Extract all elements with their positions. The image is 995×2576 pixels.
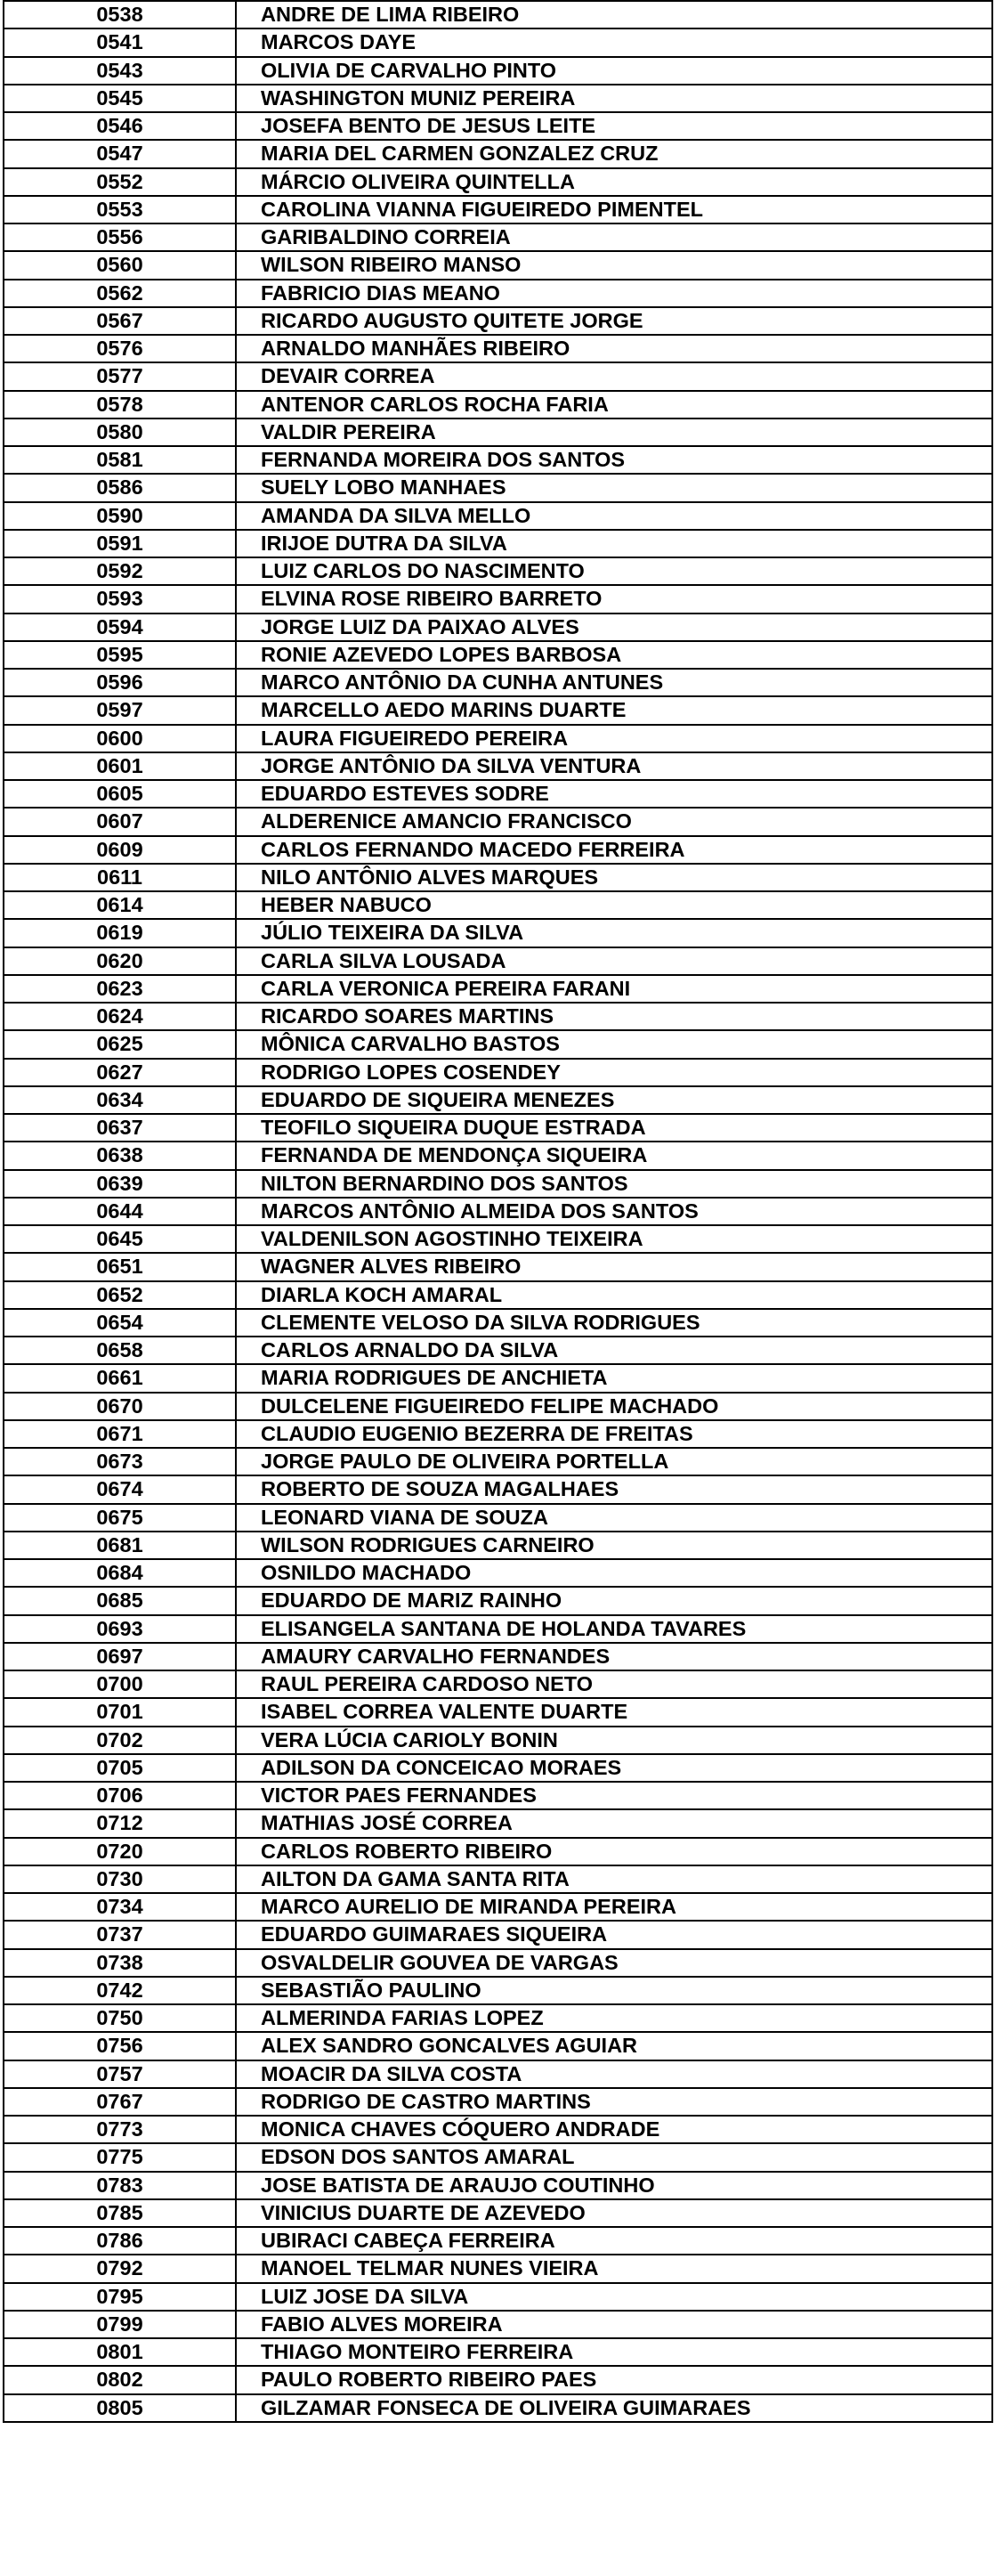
member-name: OSNILDO MACHADO bbox=[236, 1559, 992, 1587]
member-name: THIAGO MONTEIRO FERREIRA bbox=[236, 2338, 992, 2366]
member-name: EDUARDO DE SIQUEIRA MENEZES bbox=[236, 1086, 992, 1114]
member-name: LUIZ CARLOS DO NASCIMENTO bbox=[236, 557, 992, 585]
member-name: JOSEFA BENTO DE JESUS LEITE bbox=[236, 112, 992, 140]
member-name: MARCOS DAYE bbox=[236, 28, 992, 56]
table-row bbox=[4, 1504, 992, 1532]
member-code: 0674 bbox=[4, 1475, 236, 1503]
member-name: AMANDA DA SILVA MELLO bbox=[236, 502, 992, 530]
member-code: 0637 bbox=[4, 1114, 236, 1142]
member-code: 0620 bbox=[4, 947, 236, 975]
member-code: 0543 bbox=[4, 57, 236, 85]
member-code: 0799 bbox=[4, 2311, 236, 2338]
member-name: LEONARD VIANA DE SOUZA bbox=[236, 1504, 992, 1532]
member-code: 0601 bbox=[4, 752, 236, 780]
table-row bbox=[4, 1170, 992, 1198]
member-name: ANTENOR CARLOS ROCHA FARIA bbox=[236, 391, 992, 418]
member-name: EDSON DOS SANTOS AMARAL bbox=[236, 2143, 992, 2171]
member-code: 0738 bbox=[4, 1949, 236, 1977]
table-row bbox=[4, 585, 992, 613]
member-code: 0547 bbox=[4, 140, 236, 167]
table-row bbox=[4, 1281, 992, 1309]
table-row bbox=[4, 1448, 992, 1475]
member-name: RONIE AZEVEDO LOPES BARBOSA bbox=[236, 641, 992, 669]
member-code: 0577 bbox=[4, 362, 236, 390]
member-name: ISABEL CORREA VALENTE DUARTE bbox=[236, 1698, 992, 1726]
table-row bbox=[4, 280, 992, 307]
table-row bbox=[4, 2227, 992, 2255]
member-name: TEOFILO SIQUEIRA DUQUE ESTRADA bbox=[236, 1114, 992, 1142]
member-code: 0590 bbox=[4, 502, 236, 530]
table-row bbox=[4, 28, 992, 56]
table-row bbox=[4, 1, 992, 28]
member-code: 0757 bbox=[4, 2060, 236, 2088]
table-row bbox=[4, 557, 992, 585]
table-row bbox=[4, 1309, 992, 1337]
member-name: FERNANDA DE MENDONÇA SIQUEIRA bbox=[236, 1142, 992, 1169]
member-name: PAULO ROBERTO RIBEIRO PAES bbox=[236, 2366, 992, 2393]
member-name: ADILSON DA CONCEICAO MORAES bbox=[236, 1754, 992, 1782]
table-row bbox=[4, 808, 992, 835]
table-row bbox=[4, 2394, 992, 2422]
member-code: 0594 bbox=[4, 614, 236, 641]
member-code: 0592 bbox=[4, 557, 236, 585]
member-name: CARLOS FERNANDO MACEDO FERREIRA bbox=[236, 836, 992, 864]
member-name: OLIVIA DE CARVALHO PINTO bbox=[236, 57, 992, 85]
table-row bbox=[4, 1670, 992, 1698]
member-code: 0661 bbox=[4, 1364, 236, 1392]
member-code: 0619 bbox=[4, 919, 236, 947]
table-row bbox=[4, 307, 992, 335]
member-name: RODRIGO LOPES COSENDEY bbox=[236, 1059, 992, 1086]
member-name: VALDENILSON AGOSTINHO TEIXEIRA bbox=[236, 1225, 992, 1253]
member-name: HEBER NABUCO bbox=[236, 891, 992, 919]
member-name: JORGE LUIZ DA PAIXAO ALVES bbox=[236, 614, 992, 641]
member-code: 0670 bbox=[4, 1393, 236, 1420]
member-code: 0730 bbox=[4, 1865, 236, 1893]
table-row bbox=[4, 502, 992, 530]
member-name: JORGE PAULO DE OLIVEIRA PORTELLA bbox=[236, 1448, 992, 1475]
member-name: AMAURY CARVALHO FERNANDES bbox=[236, 1643, 992, 1670]
table-row bbox=[4, 1030, 992, 1058]
table-row bbox=[4, 1782, 992, 1809]
member-code: 0737 bbox=[4, 1921, 236, 1948]
member-code: 0675 bbox=[4, 1504, 236, 1532]
member-name: VERA LÚCIA CARIOLY BONIN bbox=[236, 1727, 992, 1754]
member-name: DULCELENE FIGUEIREDO FELIPE MACHADO bbox=[236, 1393, 992, 1420]
table-row bbox=[4, 391, 992, 418]
member-code: 0605 bbox=[4, 780, 236, 808]
member-code: 0767 bbox=[4, 2088, 236, 2116]
member-code: 0541 bbox=[4, 28, 236, 56]
member-code: 0644 bbox=[4, 1198, 236, 1225]
member-name: ROBERTO DE SOUZA MAGALHAES bbox=[236, 1475, 992, 1503]
member-code: 0720 bbox=[4, 1838, 236, 1865]
member-code: 0638 bbox=[4, 1142, 236, 1169]
member-name: JOSE BATISTA DE ARAUJO COUTINHO bbox=[236, 2172, 992, 2199]
member-name: AILTON DA GAMA SANTA RITA bbox=[236, 1865, 992, 1893]
member-name: MARIA DEL CARMEN GONZALEZ CRUZ bbox=[236, 140, 992, 167]
member-name: ARNALDO MANHÃES RIBEIRO bbox=[236, 335, 992, 362]
table-row bbox=[4, 696, 992, 724]
member-code: 0597 bbox=[4, 696, 236, 724]
table-row bbox=[4, 1865, 992, 1893]
table-row bbox=[4, 85, 992, 112]
member-code: 0627 bbox=[4, 1059, 236, 1086]
member-code: 0652 bbox=[4, 1281, 236, 1309]
member-code: 0693 bbox=[4, 1615, 236, 1643]
member-code: 0805 bbox=[4, 2394, 236, 2422]
member-name: DEVAIR CORREA bbox=[236, 362, 992, 390]
table-row bbox=[4, 1698, 992, 1726]
table-row bbox=[4, 57, 992, 85]
member-code: 0795 bbox=[4, 2283, 236, 2311]
table-row bbox=[4, 919, 992, 947]
member-name: LUIZ JOSE DA SILVA bbox=[236, 2283, 992, 2311]
table-row bbox=[4, 1198, 992, 1225]
member-name: ELVINA ROSE RIBEIRO BARRETO bbox=[236, 585, 992, 613]
member-name: MATHIAS JOSÉ CORREA bbox=[236, 1809, 992, 1837]
member-code: 0567 bbox=[4, 307, 236, 335]
member-code: 0614 bbox=[4, 891, 236, 919]
table-row bbox=[4, 530, 992, 557]
member-name: JORGE ANTÔNIO DA SILVA VENTURA bbox=[236, 752, 992, 780]
member-code: 0658 bbox=[4, 1337, 236, 1364]
member-code: 0580 bbox=[4, 418, 236, 446]
member-name: MÁRCIO OLIVEIRA QUINTELLA bbox=[236, 168, 992, 196]
table-row bbox=[4, 1727, 992, 1754]
member-code: 0607 bbox=[4, 808, 236, 835]
member-name: MOACIR DA SILVA COSTA bbox=[236, 2060, 992, 2088]
table-row bbox=[4, 2116, 992, 2143]
table-row bbox=[4, 1893, 992, 1921]
table-row bbox=[4, 1977, 992, 2004]
member-name: NILO ANTÔNIO ALVES MARQUES bbox=[236, 864, 992, 891]
member-code: 0576 bbox=[4, 335, 236, 362]
table-row bbox=[4, 1921, 992, 1948]
member-name: NILTON BERNARDINO DOS SANTOS bbox=[236, 1170, 992, 1198]
member-name: WILSON RIBEIRO MANSO bbox=[236, 251, 992, 279]
member-name: UBIRACI CABEÇA FERREIRA bbox=[236, 2227, 992, 2255]
member-code: 0773 bbox=[4, 2116, 236, 2143]
member-name: VINICIUS DUARTE DE AZEVEDO bbox=[236, 2199, 992, 2227]
member-code: 0681 bbox=[4, 1532, 236, 1559]
table-row bbox=[4, 1559, 992, 1587]
member-name: RODRIGO DE CASTRO MARTINS bbox=[236, 2088, 992, 2116]
member-code: 0553 bbox=[4, 196, 236, 223]
member-code: 0775 bbox=[4, 2143, 236, 2171]
table-row bbox=[4, 1420, 992, 1448]
member-code: 0673 bbox=[4, 1448, 236, 1475]
member-code: 0578 bbox=[4, 391, 236, 418]
table-row bbox=[4, 446, 992, 474]
member-code: 0596 bbox=[4, 669, 236, 696]
table-row bbox=[4, 1949, 992, 1977]
member-code: 0609 bbox=[4, 836, 236, 864]
member-name: CLAUDIO EUGENIO BEZERRA DE FREITAS bbox=[236, 1420, 992, 1448]
member-code: 0634 bbox=[4, 1086, 236, 1114]
member-code: 0560 bbox=[4, 251, 236, 279]
member-code: 0785 bbox=[4, 2199, 236, 2227]
member-code: 0705 bbox=[4, 1754, 236, 1782]
table-row bbox=[4, 891, 992, 919]
table-row bbox=[4, 641, 992, 669]
member-code: 0546 bbox=[4, 112, 236, 140]
member-name: FABRICIO DIAS MEANO bbox=[236, 280, 992, 307]
member-code: 0654 bbox=[4, 1309, 236, 1337]
member-code: 0595 bbox=[4, 641, 236, 669]
member-name: FERNANDA MOREIRA DOS SANTOS bbox=[236, 446, 992, 474]
member-name: GILZAMAR FONSECA DE OLIVEIRA GUIMARAES bbox=[236, 2394, 992, 2422]
table-row bbox=[4, 2283, 992, 2311]
member-name: SUELY LOBO MANHAES bbox=[236, 474, 992, 501]
table-row bbox=[4, 1364, 992, 1392]
table-row bbox=[4, 1059, 992, 1086]
table-row bbox=[4, 168, 992, 196]
table-row bbox=[4, 2143, 992, 2171]
table-row bbox=[4, 1337, 992, 1364]
table-row bbox=[4, 947, 992, 975]
member-name: RICARDO AUGUSTO QUITETE JORGE bbox=[236, 307, 992, 335]
member-code: 0538 bbox=[4, 1, 236, 28]
member-code: 0552 bbox=[4, 168, 236, 196]
member-name: CARLA VERONICA PEREIRA FARANI bbox=[236, 975, 992, 1003]
table-row bbox=[4, 418, 992, 446]
member-code: 0712 bbox=[4, 1809, 236, 1837]
member-code: 0801 bbox=[4, 2338, 236, 2366]
table-row bbox=[4, 1615, 992, 1643]
table-row bbox=[4, 474, 992, 501]
table-row bbox=[4, 1086, 992, 1114]
member-name: CAROLINA VIANNA FIGUEIREDO PIMENTEL bbox=[236, 196, 992, 223]
member-code: 0625 bbox=[4, 1030, 236, 1058]
table-row bbox=[4, 112, 992, 140]
member-code: 0562 bbox=[4, 280, 236, 307]
member-name: CLEMENTE VELOSO DA SILVA RODRIGUES bbox=[236, 1309, 992, 1337]
member-name: LAURA FIGUEIREDO PEREIRA bbox=[236, 725, 992, 752]
member-code: 0645 bbox=[4, 1225, 236, 1253]
member-name: MARCO ANTÔNIO DA CUNHA ANTUNES bbox=[236, 669, 992, 696]
table-row bbox=[4, 362, 992, 390]
member-code: 0706 bbox=[4, 1782, 236, 1809]
member-code: 0750 bbox=[4, 2004, 236, 2032]
table-row bbox=[4, 251, 992, 279]
member-name: WILSON RODRIGUES CARNEIRO bbox=[236, 1532, 992, 1559]
table-row bbox=[4, 1587, 992, 1614]
table-row bbox=[4, 1532, 992, 1559]
member-name: ELISANGELA SANTANA DE HOLANDA TAVARES bbox=[236, 1615, 992, 1643]
member-name: EDUARDO DE MARIZ RAINHO bbox=[236, 1587, 992, 1614]
table-row bbox=[4, 2311, 992, 2338]
table-row bbox=[4, 223, 992, 251]
table-row bbox=[4, 1393, 992, 1420]
member-name: MÔNICA CARVALHO BASTOS bbox=[236, 1030, 992, 1058]
member-code: 0697 bbox=[4, 1643, 236, 1670]
member-code: 0671 bbox=[4, 1420, 236, 1448]
member-code: 0700 bbox=[4, 1670, 236, 1698]
member-name: EDUARDO GUIMARAES SIQUEIRA bbox=[236, 1921, 992, 1948]
member-name: MANOEL TELMAR NUNES VIEIRA bbox=[236, 2255, 992, 2282]
member-code: 0734 bbox=[4, 1893, 236, 1921]
table-row bbox=[4, 1754, 992, 1782]
member-name: RICARDO SOARES MARTINS bbox=[236, 1003, 992, 1030]
table-row bbox=[4, 1809, 992, 1837]
member-code: 0651 bbox=[4, 1253, 236, 1280]
member-code: 0786 bbox=[4, 2227, 236, 2255]
member-code: 0685 bbox=[4, 1587, 236, 1614]
member-code: 0556 bbox=[4, 223, 236, 251]
member-table bbox=[3, 0, 993, 2423]
member-code: 0581 bbox=[4, 446, 236, 474]
member-name: CARLOS ROBERTO RIBEIRO bbox=[236, 1838, 992, 1865]
member-name: MARCOS ANTÔNIO ALMEIDA DOS SANTOS bbox=[236, 1198, 992, 1225]
table-row bbox=[4, 836, 992, 864]
table-row bbox=[4, 669, 992, 696]
member-name: DIARLA KOCH AMARAL bbox=[236, 1281, 992, 1309]
member-code: 0611 bbox=[4, 864, 236, 891]
table-row bbox=[4, 2338, 992, 2366]
table-row bbox=[4, 1475, 992, 1503]
member-name: WAGNER ALVES RIBEIRO bbox=[236, 1253, 992, 1280]
member-name: ALEX SANDRO GONCALVES AGUIAR bbox=[236, 2032, 992, 2060]
member-code: 0545 bbox=[4, 85, 236, 112]
table-row bbox=[4, 614, 992, 641]
table-row bbox=[4, 780, 992, 808]
member-name: SEBASTIÃO PAULINO bbox=[236, 1977, 992, 2004]
table-row bbox=[4, 864, 992, 891]
member-name: OSVALDELIR GOUVEA DE VARGAS bbox=[236, 1949, 992, 1977]
member-code: 0600 bbox=[4, 725, 236, 752]
member-name: FABIO ALVES MOREIRA bbox=[236, 2311, 992, 2338]
member-name: IRIJOE DUTRA DA SILVA bbox=[236, 530, 992, 557]
member-code: 0802 bbox=[4, 2366, 236, 2393]
member-name: ALDERENICE AMANCIO FRANCISCO bbox=[236, 808, 992, 835]
member-code: 0591 bbox=[4, 530, 236, 557]
table-row bbox=[4, 2199, 992, 2227]
table-row bbox=[4, 2255, 992, 2282]
member-name: GARIBALDINO CORREIA bbox=[236, 223, 992, 251]
table-row bbox=[4, 335, 992, 362]
member-name: EDUARDO ESTEVES SODRE bbox=[236, 780, 992, 808]
member-name: MONICA CHAVES CÓQUERO ANDRADE bbox=[236, 2116, 992, 2143]
member-name: WASHINGTON MUNIZ PEREIRA bbox=[236, 85, 992, 112]
member-code: 0701 bbox=[4, 1698, 236, 1726]
member-name: RAUL PEREIRA CARDOSO NETO bbox=[236, 1670, 992, 1698]
member-name: ANDRE DE LIMA RIBEIRO bbox=[236, 1, 992, 28]
member-name: MARCO AURELIO DE MIRANDA PEREIRA bbox=[236, 1893, 992, 1921]
table-row bbox=[4, 2004, 992, 2032]
member-name: JÚLIO TEIXEIRA DA SILVA bbox=[236, 919, 992, 947]
member-code: 0593 bbox=[4, 585, 236, 613]
table-row bbox=[4, 2172, 992, 2199]
member-table-body bbox=[4, 1, 992, 2422]
table-row bbox=[4, 1225, 992, 1253]
table-row bbox=[4, 196, 992, 223]
table-row bbox=[4, 1838, 992, 1865]
table-row bbox=[4, 1643, 992, 1670]
table-row bbox=[4, 1142, 992, 1169]
member-name: VALDIR PEREIRA bbox=[236, 418, 992, 446]
member-name: MARCELLO AEDO MARINS DUARTE bbox=[236, 696, 992, 724]
member-code: 0623 bbox=[4, 975, 236, 1003]
member-code: 0783 bbox=[4, 2172, 236, 2199]
table-row bbox=[4, 140, 992, 167]
member-name: VICTOR PAES FERNANDES bbox=[236, 1782, 992, 1809]
table-row bbox=[4, 725, 992, 752]
table-row bbox=[4, 2088, 992, 2116]
member-code: 0702 bbox=[4, 1727, 236, 1754]
member-name: MARIA RODRIGUES DE ANCHIETA bbox=[236, 1364, 992, 1392]
member-code: 0684 bbox=[4, 1559, 236, 1587]
member-code: 0639 bbox=[4, 1170, 236, 1198]
member-name: CARLA SILVA LOUSADA bbox=[236, 947, 992, 975]
table-row bbox=[4, 975, 992, 1003]
member-code: 0792 bbox=[4, 2255, 236, 2282]
table-row bbox=[4, 2366, 992, 2393]
member-code: 0586 bbox=[4, 474, 236, 501]
member-code: 0624 bbox=[4, 1003, 236, 1030]
member-name: CARLOS ARNALDO DA SILVA bbox=[236, 1337, 992, 1364]
table-row bbox=[4, 1003, 992, 1030]
table-row bbox=[4, 2032, 992, 2060]
member-code: 0742 bbox=[4, 1977, 236, 2004]
table-row bbox=[4, 752, 992, 780]
member-name: ALMERINDA FARIAS LOPEZ bbox=[236, 2004, 992, 2032]
table-row bbox=[4, 1114, 992, 1142]
table-row bbox=[4, 1253, 992, 1280]
member-code: 0756 bbox=[4, 2032, 236, 2060]
table-row bbox=[4, 2060, 992, 2088]
